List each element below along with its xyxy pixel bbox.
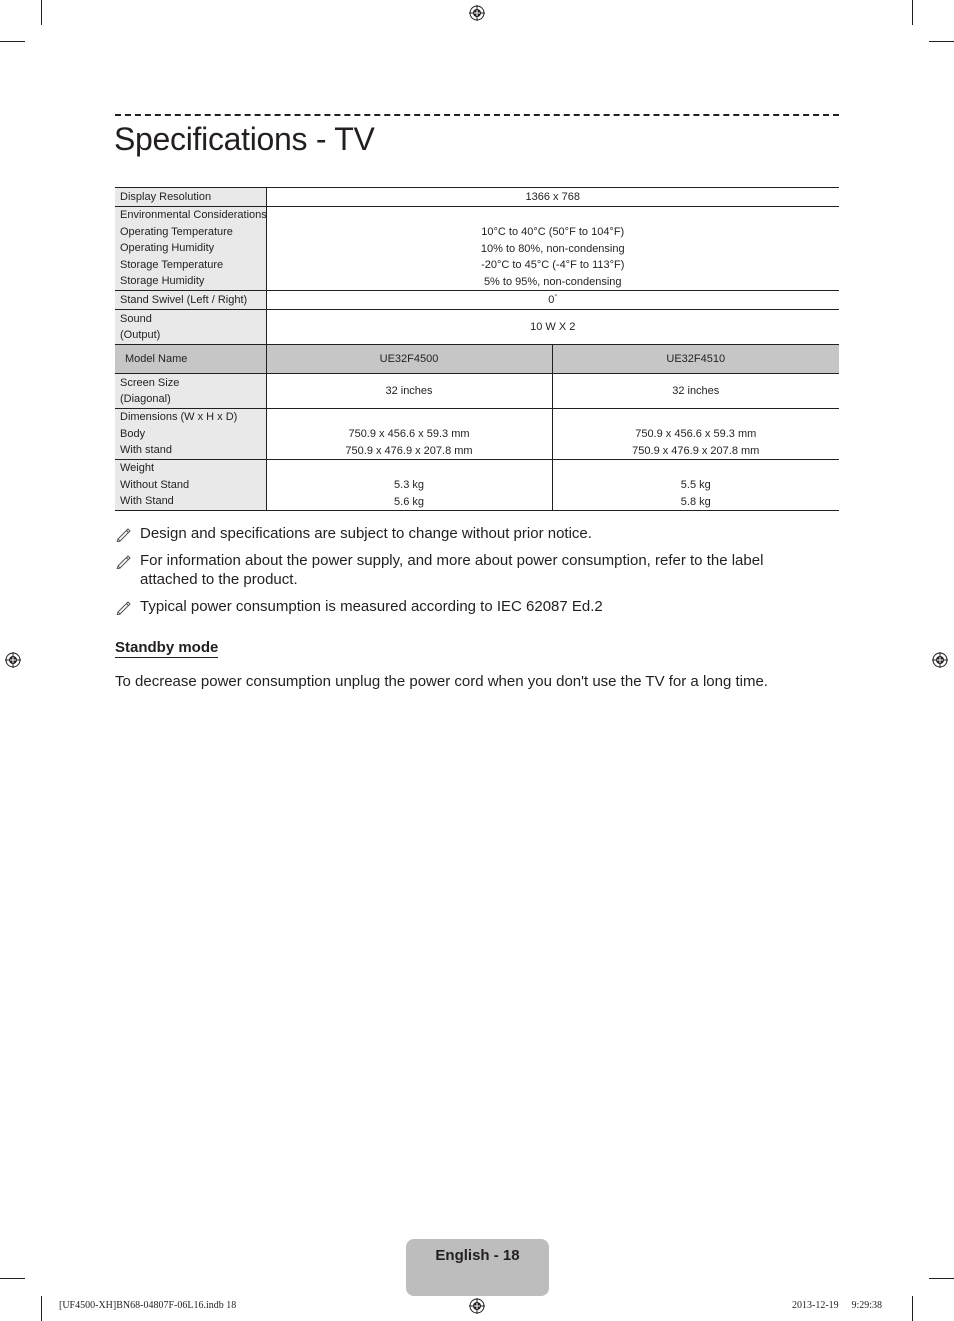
- weight-without-stand-2: 5.5 kg: [680, 479, 711, 491]
- note-text: Typical power consumption is measured according to IEC 62087 Ed.2: [140, 598, 603, 615]
- model-name-1: UE32F4500: [266, 345, 552, 374]
- note-text: Design and specifications are subject to change without prior notice.: [140, 525, 592, 542]
- dimensions-stand-2: 750.9 x 476.9 x 207.8 mm: [632, 444, 760, 457]
- environment-values: [266, 207, 839, 291]
- dimensions-label: [115, 409, 266, 460]
- dimensions-label-line: Dimensions (W x H x D): [120, 411, 238, 424]
- note-pencil-icon: [115, 526, 133, 542]
- environment-label-line: Environmental Considerations: [120, 209, 267, 222]
- environment-label-line: Storage Temperature: [120, 258, 224, 271]
- note-item: [115, 524, 805, 543]
- sound-label: [115, 310, 266, 345]
- screen-size-value-2: 32 inches: [552, 374, 839, 409]
- table-row: [115, 291, 839, 310]
- screen-size-label-line: (Diagonal): [120, 393, 171, 405]
- note-pencil-icon: [115, 553, 133, 569]
- standby-mode-heading: Standby mode: [115, 639, 219, 656]
- weight-label-line: Without Stand: [120, 478, 190, 491]
- screen-size-value-1: 32 inches: [266, 374, 552, 409]
- dimensions-stand-1: 750.9 x 476.9 x 207.8 mm: [345, 444, 473, 457]
- registration-mark-icon: [469, 1298, 485, 1314]
- model-name-row: [115, 345, 839, 374]
- crop-mark: [0, 1278, 25, 1279]
- crop-mark: [41, 1296, 42, 1321]
- table-row: [115, 460, 839, 511]
- weight-value-1: [266, 460, 552, 511]
- note-item: [115, 551, 805, 589]
- page-title: Specifications - TV: [114, 121, 375, 157]
- dimensions-label-line: With stand: [120, 444, 172, 457]
- crop-mark: [929, 1278, 954, 1279]
- table-row: [115, 207, 839, 291]
- stand-swivel-label: Stand Swivel (Left / Right): [115, 291, 266, 310]
- dimensions-label-line: Body: [120, 427, 146, 440]
- weight-with-stand-1: 5.6 kg: [394, 495, 424, 508]
- display-resolution-value: 1366 x 768: [266, 188, 839, 207]
- environment-value-line: 10°C to 40°C (50°F to 104°F): [481, 226, 625, 238]
- model-name-2: UE32F4510: [552, 345, 839, 374]
- page-number-label: English - 18: [435, 1247, 520, 1264]
- screen-size-label-line: Screen Size: [120, 376, 180, 389]
- crop-mark: [929, 41, 954, 42]
- crop-mark: [0, 41, 25, 42]
- registration-mark-icon: [5, 652, 21, 668]
- registration-mark-icon: [932, 652, 948, 668]
- sound-value: 10 W X 2: [266, 310, 839, 345]
- weight-label-line: Weight: [120, 462, 155, 475]
- environment-label-line: Operating Temperature: [120, 225, 233, 238]
- weight-label-line: With Stand: [120, 495, 174, 508]
- environment-value-line: -20°C to 45°C (-4°F to 113°F): [481, 259, 625, 271]
- stand-swivel-value: [266, 291, 839, 310]
- stand-swivel-unit: °: [554, 293, 558, 301]
- print-timestamp: 2013-12-19   9:29:38: [792, 1300, 882, 1311]
- standby-mode-text: To decrease power consumption unplug the power cord when you don't use the TV for a long time.: [115, 673, 768, 690]
- weight-value-2: [552, 460, 839, 511]
- weight-without-stand-1: 5.3 kg: [394, 479, 424, 491]
- stand-swivel-number: 0: [548, 293, 555, 306]
- screen-size-label: [115, 374, 266, 409]
- table-row: [115, 188, 839, 207]
- crop-mark: [41, 0, 42, 25]
- page-number-tab: [406, 1239, 549, 1296]
- environment-value-line: 5% to 95%, non-condensing: [483, 275, 622, 288]
- sound-label-line: Sound: [120, 312, 152, 325]
- note-pencil-icon: [115, 599, 133, 615]
- environment-label-line: Operating Humidity: [120, 242, 215, 255]
- environment-value-line: 10% to 80%, non-condensing: [480, 242, 625, 255]
- table-row: [115, 310, 839, 345]
- note-text: For information about the power supply, and more about power consumption, refer to the label attached to the product.: [140, 552, 764, 588]
- display-resolution-label: Display Resolution: [115, 188, 266, 207]
- weight-label: [115, 460, 266, 511]
- weight-with-stand-2: 5.8 kg: [680, 495, 711, 508]
- dimensions-value-2: [552, 409, 839, 460]
- notes-list: [115, 524, 805, 624]
- specifications-table: [115, 187, 839, 511]
- crop-mark: [912, 0, 913, 25]
- title-dashed-rule: [115, 114, 839, 116]
- table-row: [115, 374, 839, 409]
- environment-label-line: Storage Humidity: [120, 275, 205, 288]
- registration-mark-icon: [469, 5, 485, 21]
- model-name-label: Model Name: [115, 345, 266, 374]
- note-item: [115, 597, 805, 616]
- dimensions-body-1: 750.9 x 456.6 x 59.3 mm: [348, 428, 470, 440]
- table-row: [115, 409, 839, 460]
- environment-label: [115, 207, 266, 291]
- dimensions-value-1: [266, 409, 552, 460]
- sound-label-line: (Output): [120, 329, 161, 341]
- print-file-info: [UF4500-XH]BN68-04807F-06L16.indb 18: [59, 1300, 237, 1311]
- crop-mark: [912, 1296, 913, 1321]
- dimensions-body-2: 750.9 x 456.6 x 59.3 mm: [635, 428, 757, 440]
